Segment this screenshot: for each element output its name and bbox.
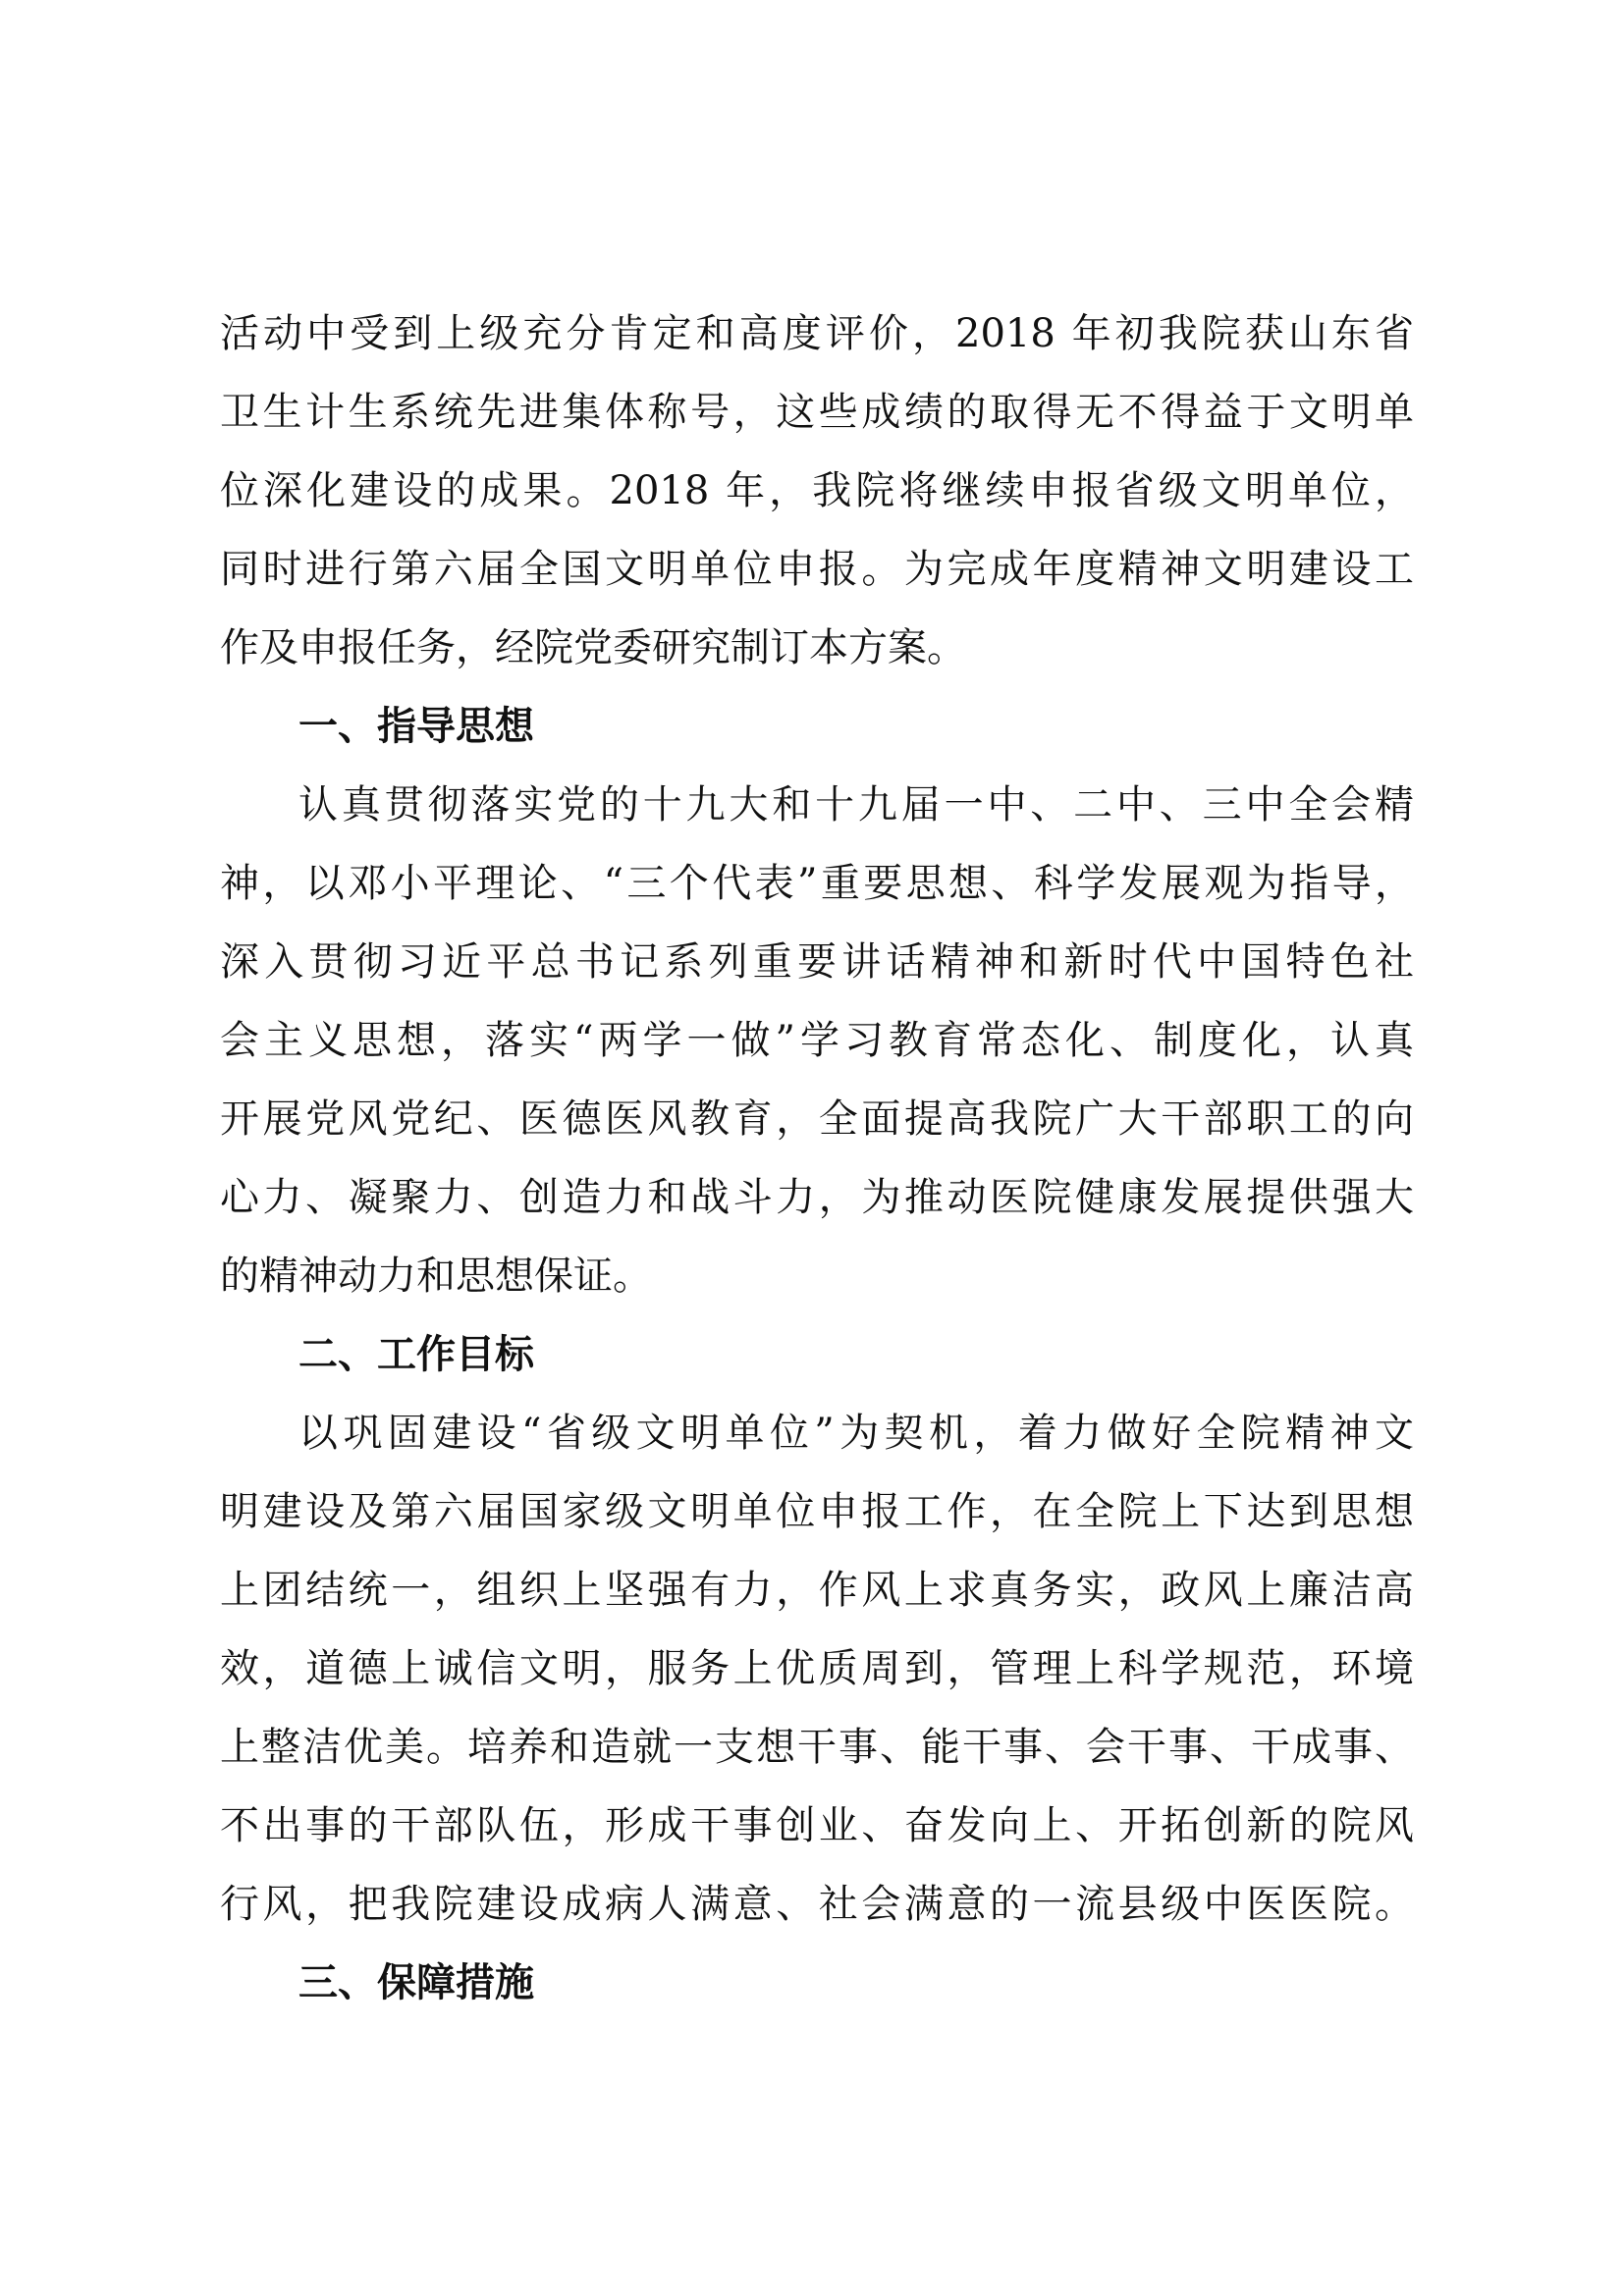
text-line: 活动中受到上级充分肯定和高度评价，2018 年初我院获山东省 [220, 311, 1414, 356]
guiding-thought-paragraph [220, 766, 1414, 1315]
document-body [220, 294, 1414, 2022]
text-line: 心力、凝聚力、创造力和战斗力，为推动医院健康发展提供强大 [220, 1175, 1414, 1220]
text-line: 会主义思想，落实“两学一做”学习教育常态化、制度化，认真 [220, 1018, 1414, 1063]
text-line: 作及申报任务，经院党委研究制订本方案。 [220, 625, 966, 670]
text-line: 神，以邓小平理论、“三个代表”重要思想、科学发展观为指导， [220, 861, 1414, 906]
text-line: 效，道德上诚信文明，服务上优质周到，管理上科学规范，环境 [220, 1646, 1414, 1691]
text-line: 位深化建设的成果。2018 年，我院将继续申报省级文明单位， [220, 468, 1414, 513]
text-line: 认真贯彻落实党的十九大和十九届一中、二中、三中全会精 [298, 782, 1414, 828]
text-line: 上团结统一，组织上坚强有力，作风上求真务实，政风上廉洁高 [220, 1568, 1414, 1613]
text-line: 行风，把我院建设成病人满意、社会满意的一流县级中医医院。 [220, 1882, 1414, 1927]
section-heading-safeguard-measures: 三、保障措施 [298, 1960, 534, 2005]
text-line: 上整洁优美。培养和造就一支想干事、能干事、会干事、干成事、 [220, 1725, 1414, 1770]
intro-paragraph [220, 294, 1414, 687]
text-line: 开展党风党纪、医德医风教育，全面提高我院广大干部职工的向 [220, 1096, 1414, 1142]
text-line: 同时进行第六届全国文明单位申报。为完成年度精神文明建设工 [220, 547, 1414, 592]
text-line: 以巩固建设“省级文明单位”为契机，着力做好全院精神文 [298, 1411, 1414, 1456]
section-heading-guiding-thought: 一、指导思想 [298, 704, 534, 749]
text-line: 不出事的干部队伍，形成干事创业、奋发向上、开拓创新的院风 [220, 1803, 1414, 1848]
section-heading-work-goals: 二、工作目标 [298, 1332, 534, 1377]
text-line: 明建设及第六届国家级文明单位申报工作，在全院上下达到思想 [220, 1489, 1414, 1534]
text-line: 卫生计生系统先进集体称号，这些成绩的取得无不得益于文明单 [220, 390, 1414, 435]
text-line: 深入贯彻习近平总书记系列重要讲话精神和新时代中国特色社 [220, 939, 1414, 985]
text-line: 的精神动力和思想保证。 [220, 1254, 652, 1299]
work-goals-paragraph [220, 1394, 1414, 1944]
